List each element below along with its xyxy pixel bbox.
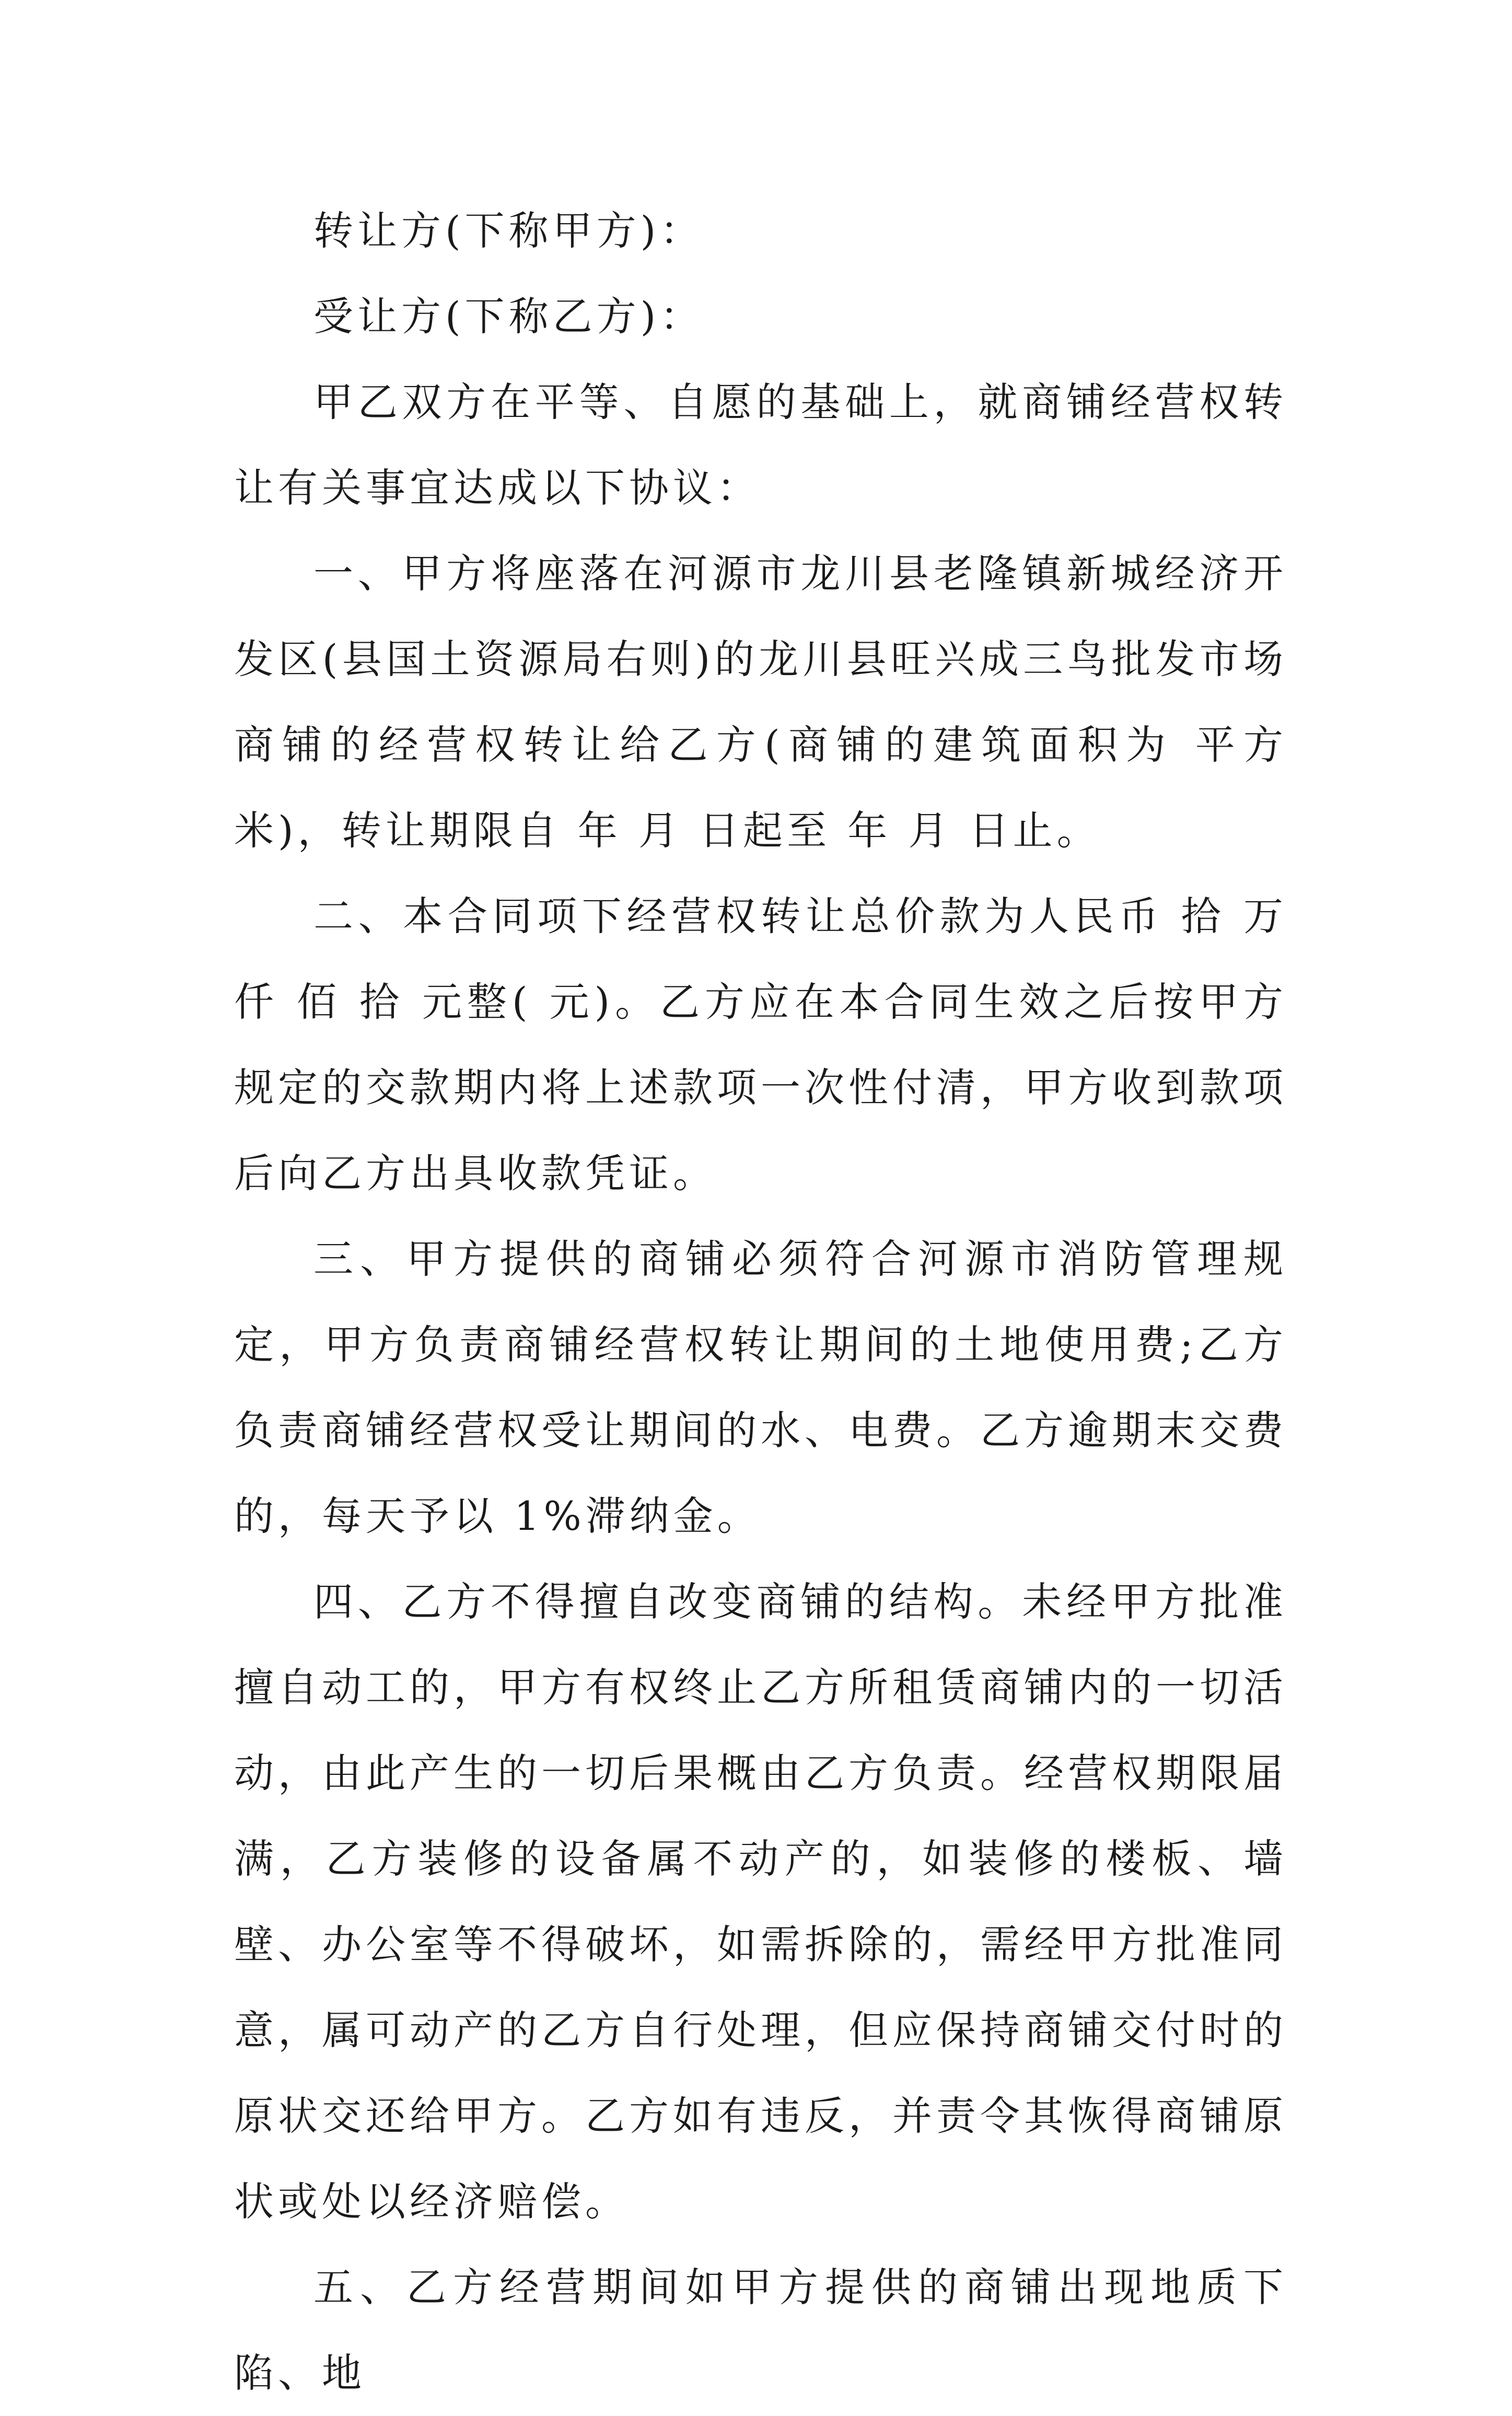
clause-3-paragraph: 三、甲方提供的商铺必须符合河源市消防管理规定，甲方负责商铺经营权转让期间的土地使用费;乙方负责商铺经营权受让期间的水、电费。乙方逾期末交费的，每天予以 1%滞纳金。 [234, 1236, 1287, 1539]
preamble-paragraph: 甲乙双方在平等、自愿的基础上，就商铺经营权转让有关事宜达成以下协议： [234, 379, 1287, 511]
clause-4-paragraph: 四、乙方不得擅自改变商铺的结构。未经甲方批准擅自动工的，甲方有权终止乙方所租赁商铺内的一切活动，由此产生的一切后果概由乙方负责。经营权期限届满，乙方装修的设备属不动产的，如装修的楼板、墙壁、办公室等不得破坏，如需拆除的，需经甲方批准同意，属可动产的乙方自行处理，但应保持商铺交付时的原状交还给甲方。乙方如有违反，并责令其恢得商铺原状或处以经济赔偿。 [234, 1578, 1287, 2225]
clause-2-paragraph: 二、本合同项下经营权转让总价款为人民币 拾 万 仟 佰 拾 元整( 元)。乙方应在本合同生效之后按甲方规定的交款期内将上述款项一次性付清，甲方收到款项后向乙方出具收款凭证。 [234, 893, 1287, 1197]
clause-1-paragraph: 一、甲方将座落在河源市龙川县老隆镇新城经济开发区(县国土资源局右则)的龙川县旺兴成三鸟批发市场 商铺的经营权转让给乙方(商铺的建筑面积为 平方米)，转让期限自 年 月 日起至 年 月 日止。 [234, 550, 1287, 854]
document-body [234, 188, 1287, 2416]
clause-5-paragraph: 五、乙方经营期间如甲方提供的商铺出现地质下陷、地 [234, 2264, 1287, 2396]
party-a-line: 转让方(下称甲方)： [313, 207, 704, 254]
party-b-line: 受让方(下称乙方)： [313, 293, 704, 340]
